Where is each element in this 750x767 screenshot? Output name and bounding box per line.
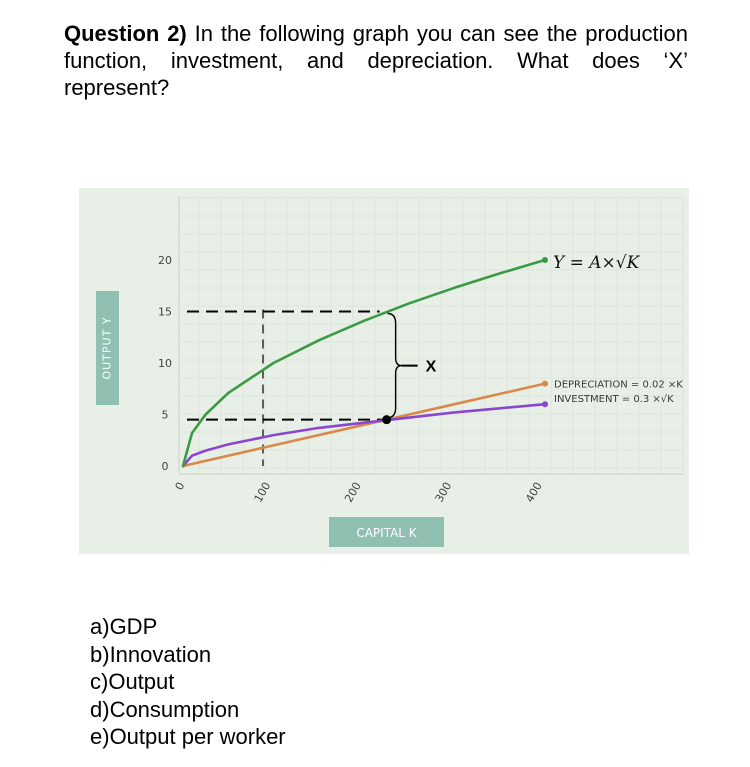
option-letter: a)	[90, 614, 110, 639]
option-a[interactable]	[90, 613, 286, 641]
option-text: Output	[108, 669, 175, 694]
y-tick-label: 15	[158, 305, 172, 319]
x-label: X	[425, 358, 437, 376]
option-text: Output per worker	[109, 724, 286, 749]
option-d[interactable]	[90, 696, 286, 724]
option-letter: d)	[90, 696, 110, 722]
legend-output: Y = A×√K	[553, 253, 640, 273]
series-end-marker	[542, 257, 548, 263]
legend-depreciation: DEPRECIATION = 0.02 ×K	[554, 379, 683, 391]
chart-background	[79, 188, 689, 554]
option-text: Consumption	[109, 696, 240, 722]
x-axis-label: CAPITAL K	[356, 526, 417, 540]
question-label: Question 2)	[64, 21, 187, 46]
option-text: GDP	[109, 614, 158, 639]
x-tick-label: 0	[172, 479, 188, 493]
x-tick-label: 300	[432, 479, 455, 505]
option-letter: c)	[90, 669, 109, 694]
option-b[interactable]	[90, 641, 286, 669]
option-e[interactable]	[90, 723, 286, 751]
option-letter: b)	[90, 641, 110, 667]
chart-svg	[79, 188, 689, 554]
y-axis-label: OUTPUT Y	[100, 316, 114, 380]
x-tick-label: 400	[523, 479, 545, 505]
question-body: In the following graph you can see the production function, investment, and depreciation. What does ‘X’ represent?	[64, 21, 688, 100]
y-tick-label: 10	[158, 357, 172, 370]
option-c[interactable]	[90, 668, 286, 696]
y-tick-label: 0	[161, 460, 169, 473]
series-end-marker	[542, 401, 548, 407]
chart-figure	[79, 188, 689, 554]
option-text: Innovation	[109, 641, 212, 667]
answer-options	[90, 613, 286, 751]
y-tick-label: 5	[161, 408, 169, 422]
legend-investment: INVESTMENT = 0.3 ×√K	[554, 394, 674, 406]
option-letter: e)	[90, 724, 110, 749]
steady-state-point	[382, 415, 391, 424]
x-tick-label: 100	[251, 479, 274, 505]
question-text	[64, 20, 688, 101]
x-tick-label: 200	[342, 479, 364, 505]
y-tick-label: 20	[158, 254, 172, 267]
series-end-marker	[542, 381, 548, 387]
